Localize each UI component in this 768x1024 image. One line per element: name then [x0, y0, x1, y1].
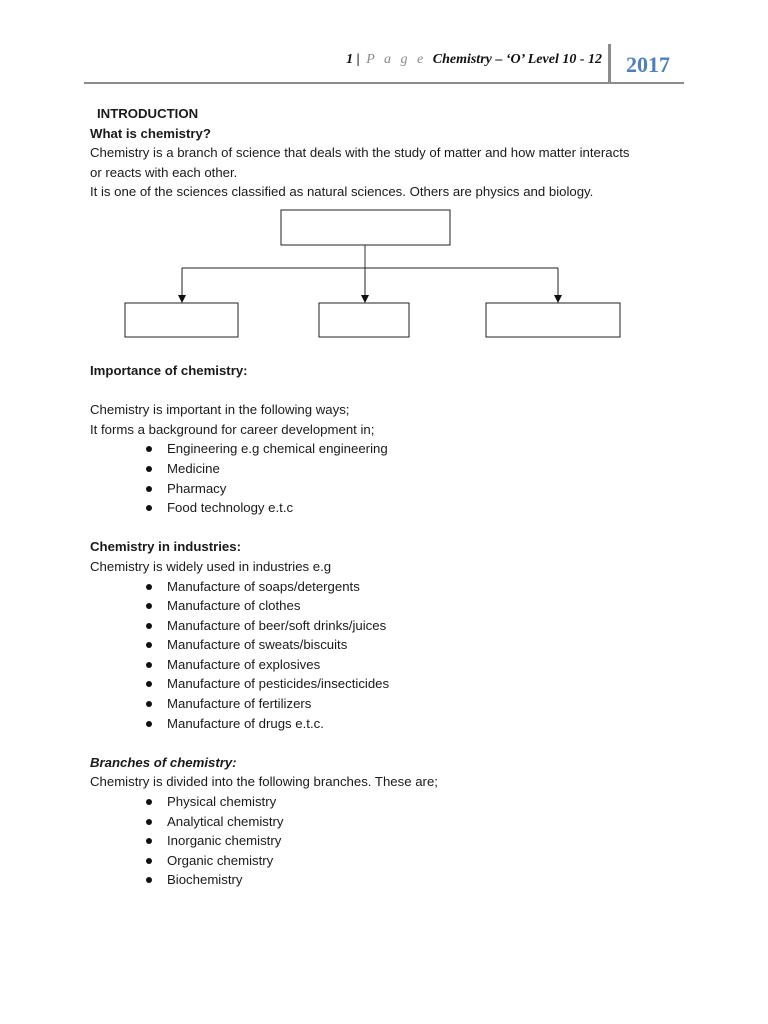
list-item: Manufacture of explosives: [144, 655, 680, 675]
definition-line-2: or reacts with each other.: [90, 164, 238, 180]
page-number: 1: [346, 52, 354, 67]
industries-heading: Chemistry in industries:: [90, 539, 241, 555]
list-item: Engineering e.g chemical engineering: [144, 439, 680, 459]
branches-heading: Branches of chemistry:: [90, 754, 237, 770]
list-item: Manufacture of drugs e.t.c.: [144, 714, 680, 734]
page-header: [84, 44, 684, 84]
header-page-label: [346, 52, 602, 68]
list-item: Manufacture of sweats/biscuits: [144, 635, 680, 655]
intro-heading: INTRODUCTION: [97, 106, 199, 121]
branches-list: [90, 792, 680, 890]
importance-line-1: Chemistry is important in the following ways;: [90, 402, 350, 418]
list-item: Organic chemistry: [144, 851, 680, 871]
page-word: P a g e: [366, 52, 427, 67]
list-item: Pharmacy: [144, 479, 680, 499]
list-item: Manufacture of clothes: [144, 596, 680, 616]
importance-heading: Importance of chemistry:: [90, 362, 248, 378]
header-rule: [84, 82, 684, 84]
industries-list: [90, 577, 680, 734]
career-list: [90, 439, 680, 517]
list-item: Analytical chemistry: [144, 812, 680, 832]
natural-sciences-line: It is one of the sciences classified as natural sciences. Others are physics and biology.: [90, 184, 594, 200]
list-item: Manufacture of beer/soft drinks/juices: [144, 616, 680, 636]
list-item: Medicine: [144, 459, 680, 479]
diagram-top-box: [281, 210, 450, 245]
list-item: Manufacture of soaps/detergents: [144, 577, 680, 597]
what-is-chemistry-heading: What is chemistry?: [90, 125, 211, 141]
diagram-child-box-right: [486, 303, 620, 337]
header-divider: [608, 44, 611, 84]
page-separator: |: [356, 52, 360, 67]
list-item: Food technology e.t.c: [144, 498, 680, 518]
definition-line-1: Chemistry is a branch of science that deals with the study of matter and how matter interacts: [90, 145, 630, 161]
list-item: Manufacture of fertilizers: [144, 694, 680, 714]
branches-line-1: Chemistry is divided into the following branches. These are;: [90, 774, 438, 790]
document-title: Chemistry – ‘O’ Level 10 - 12: [432, 52, 602, 67]
header-year: 2017: [626, 52, 670, 77]
importance-line-2: It forms a background for career development in;: [90, 421, 375, 437]
list-item: Physical chemistry: [144, 792, 680, 812]
industries-line-1: Chemistry is widely used in industries e.g: [90, 558, 332, 574]
list-item: Inorganic chemistry: [144, 831, 680, 851]
list-item: Manufacture of pesticides/insecticides: [144, 674, 680, 694]
diagram-child-box-center: [319, 303, 409, 337]
list-item: Biochemistry: [144, 870, 680, 890]
diagram-child-box-left: [125, 303, 238, 337]
